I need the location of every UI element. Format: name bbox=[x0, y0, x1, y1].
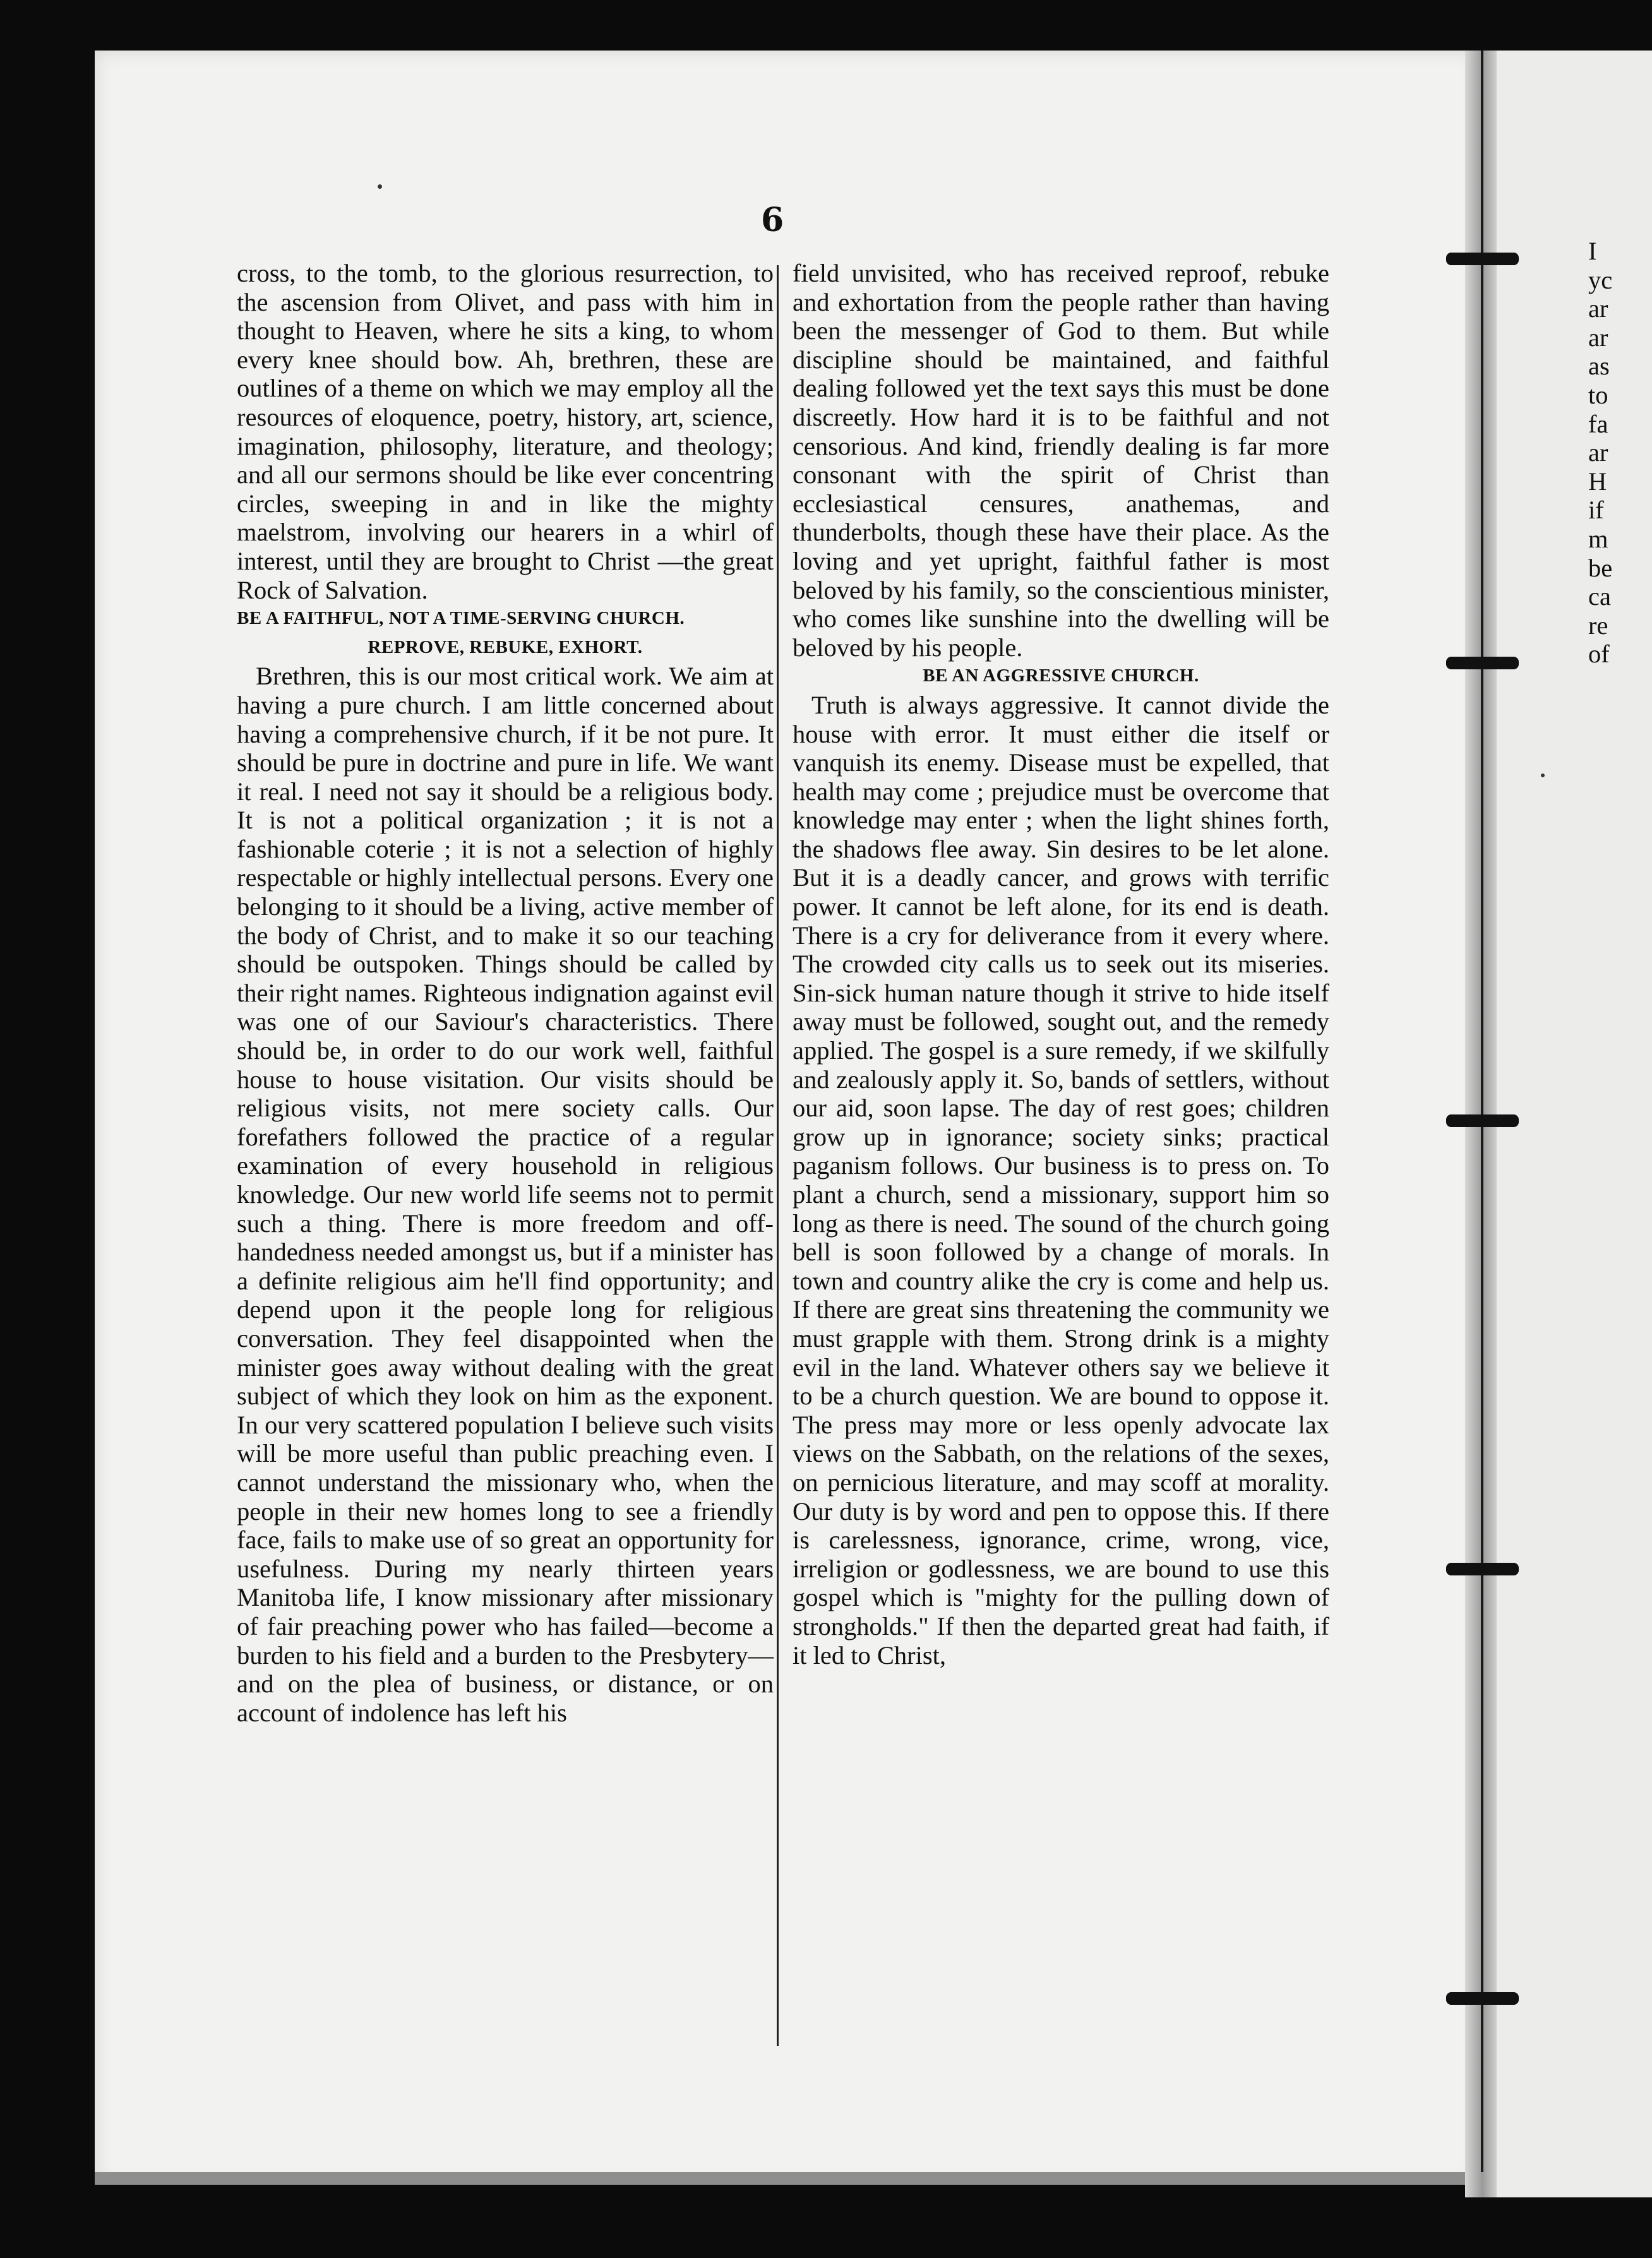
binding-stitch bbox=[1446, 1563, 1519, 1575]
facing-page-line: fa bbox=[1588, 409, 1608, 438]
body-paragraph: Brethren, this is our most critical work. We aim at having a pure church. I am little concerned about having a comprehensive church, if it be not pure. It should be pure in doctrine and pure in life. We want it real. I need not say it should be a religious body. It is not a political organization ; it is not a fashionable coterie ; it is not a selection of highly respectable or highly intellectual persons. Every one belonging to it should be a living, active member of the body of Christ, and to make it so our teaching should be outspoken. Things should be called by their right names. Righteous indignation against evil was one of our Saviour's characteristics. There should be, in order to do our work well, faithful house to house visitation. Our visits should be religious visits, not mere society calls. Our forefathers followed the practice of a regular examination of every household in religious knowledge. Our new world life seems not to permit such a thing. There is more freedom and off-handedness needed amongst us, but if a minister has a definite religious aim he'll find opportunity; and depend upon it the people long for religious conversation. They feel disappointed when the minister goes away without dealing with the great subject of which they look on him as the exponent. In our very scattered population I believe such visits will be more useful than public preaching even. I cannot understand the missionary who, when the people in their new homes long to see a friendly face, fails to make use of so great an opportunity for usefulness. During my nearly thirteen years Manitoba life, I know missionary after missionary of fair preaching power who has failed—become a burden to his field and a burden to the Presbytery— and on the plea of business, or distance, or on account of indolence has left his bbox=[237, 662, 774, 1727]
facing-page-line: of bbox=[1588, 640, 1610, 669]
facing-page-line: as bbox=[1588, 352, 1610, 381]
page-number: 6 bbox=[761, 201, 784, 239]
facing-page-line: m bbox=[1588, 524, 1608, 553]
body-paragraph: cross, to the tomb, to the glorious resurrection, to the ascension from Olivet, and pass with him in thought to Heaven, where he sits a king, to whom every knee should bow. Ah, brethren, these are outlines of a theme on which we may employ all the resources of eloquence, poetry, history, art, science, imagination, philosophy, literature, and theology; and all our sermons should be like ever concentring circles, sweeping in and in like the mighty maelstrom, involving our hearers in a whirl of interest, until they are brought to Christ —the great Rock of Salvation. bbox=[237, 259, 774, 604]
column-divider bbox=[777, 265, 779, 2046]
paper-speck bbox=[1541, 774, 1545, 777]
facing-page-line: re bbox=[1588, 611, 1608, 640]
binding-stitch bbox=[1446, 1992, 1519, 2005]
facing-page-line: yc bbox=[1588, 265, 1613, 294]
facing-page-line: to bbox=[1588, 380, 1608, 409]
paper-speck bbox=[378, 184, 382, 189]
facing-page-line: ca bbox=[1588, 582, 1611, 611]
facing-page-line: ar bbox=[1588, 294, 1608, 323]
section-subheading: REPROVE, REBUKE, EXHORT. bbox=[368, 636, 643, 657]
facing-page-line: I bbox=[1588, 237, 1597, 265]
binding-stitch bbox=[1446, 253, 1519, 265]
facing-page-line: ar bbox=[1588, 438, 1608, 467]
body-paragraph: Truth is always aggressive. It cannot divide the house with error. It must either die itself or vanquish its enemy. Disease must be expelled, that health may come ; prejudice must be overcome that knowledge may enter ; when the light shines forth, the shadows flee away. Sin desires to be let alone. But it is a deadly cancer, and grows with terrific power. It cannot be left alone, for its end is death. There is a cry for deliverance from it every where. The crowded city calls us to seek out its miseries. Sin-sick human nature though it strive to hide itself away must be followed, sought out, and the remedy applied. The gospel is a sure remedy, if we skilfully and zealously apply it. So, bands of settlers, without our aid, soon lapse. The day of rest goes; children grow up in ignorance; society sinks; practical paganism follows. Our business is to press on. To plant a church, send a missionary, support him so long as there is need. The sound of the church going bell is soon followed by a change of morals. In town and country alike the cry is come and help us. If there are great sins threatening the community we must grapple with them. Strong drink is a mighty evil in the land. Whatever others say we believe it to be a church question. We are bound to oppose it. The press may more or less openly advocate lax views on the Sabbath, on the relations of the sexes, on pernicious literature, and may scoff at morality. Our duty is by word and pen to oppose this. If there is carelessness, ignorance, crime, wrong, vice, irreligion or godlessness, we are bound to use this gospel which is "mighty for the pulling down of strongholds." If then the departed great had faith, if it led to Christ, bbox=[793, 690, 1329, 1670]
section-heading: BE A FAITHFUL, NOT A TIME-SERVING CHURCH. bbox=[237, 608, 685, 629]
right-text-column bbox=[793, 259, 1329, 1670]
binding-thread bbox=[1481, 51, 1483, 2172]
page-edge-shadow bbox=[95, 2172, 1503, 2185]
facing-page-text-fragments bbox=[1588, 237, 1651, 669]
section-heading: BE AN AGGRESSIVE CHURCH. bbox=[923, 666, 1199, 686]
facing-page-line: ar bbox=[1588, 323, 1608, 352]
binding-stitch bbox=[1446, 657, 1519, 669]
facing-page-line: H bbox=[1588, 467, 1607, 496]
facing-page-line: be bbox=[1588, 553, 1613, 582]
binding-stitch bbox=[1446, 1114, 1519, 1127]
body-paragraph: field unvisited, who has received reproof, rebuke and exhortation from the people rather than having been the messenger of God to them. But while discipline should be maintained, and faithful dealing followed yet the text says this must be done discreetly. How hard it is to be faithful and not censorious. And kind, friendly dealing is far more consonant with the spirit of Christ than ecclesiastical censures, anathemas, and thunderbolts, though these have their place. As the loving and yet upright, faithful father is most beloved by his family, so the conscientious minister, who comes like sunshine into the dwelling will be beloved by his people. bbox=[793, 259, 1329, 662]
left-text-column bbox=[237, 259, 774, 1727]
facing-page-line: if bbox=[1588, 496, 1604, 525]
